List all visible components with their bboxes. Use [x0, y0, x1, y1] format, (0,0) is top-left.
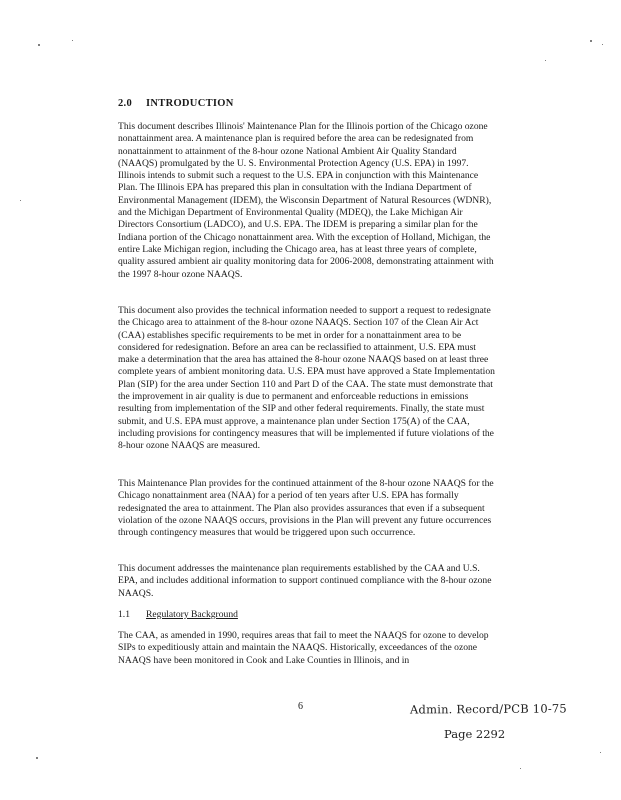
section-heading	[118, 98, 234, 109]
subsection-paragraph: The CAA, as amended in 1990, requires areas that fail to meet the NAAQS for ozone to develop SIPs to expeditiously attain and maintain the NAAQS. Historically, exceedances of the ozone NAAQS have been monitored in Cook and Lake Counties in Illinois, and in	[118, 630, 489, 666]
scan-speck	[36, 757, 38, 759]
scan-speck	[600, 752, 601, 753]
paragraph-3: This Maintenance Plan provides for the continued attainment of the 8-hour ozone NAAQS for the Chicago nonattainment area (NAA) for a period of ten years after U.S. EPA has formally redesignated the area to attainment. The Plan also provides assurances that even if a subsequent violation of the ozone NAAQS occurs, provisions in the Plan will prevent any future occurrences through contingency measures that would be triggered upon such occurrence.	[118, 478, 494, 539]
scan-speck	[20, 200, 21, 201]
scan-speck	[520, 768, 521, 769]
paragraph-4: This document addresses the maintenance plan requirements established by the CAA and U.S. EPA, and includes additional information to support continued compliance with the 8-hour ozone NAAQS.	[118, 563, 492, 599]
scan-speck	[545, 60, 546, 61]
subsection-title: Regulatory Background	[146, 609, 238, 620]
scan-speck	[590, 40, 592, 42]
paragraph-2: This document also provides the technical information needed to support a request to redesignate the Chicago area to attainment of the 8-hour ozone NAAQS. Section 107 of the Clean Air Act (CAA) establishes specific requirements to be met in order for a nonattainment area to be considered for redesignation. Before an area can be reclassified to attainment, U.S. EPA must make a determination that the area has attained the 8-hour ozone NAAQS based on at least three complete years of ambient monitoring data. U.S. EPA must have approved a State Implementation Plan (SIP) for the area under Section 110 and Part D of the CAA. The state must demonstrate that the improvement in air quality is due to permanent and enforceable reductions in emissions resulting from implementation of the SIP and other federal requirements. Finally, the state must submit, and U.S. EPA must approve, a maintenance plan under Section 175(A) of the CAA, including provisions for contingency measures that will be implemented if future violations of the 8-hour ozone NAAQS are measured.	[118, 305, 495, 452]
scan-speck	[38, 44, 40, 46]
paragraph-1: This document describes Illinois' Maintenance Plan for the Illinois portion of the Chicago ozone nonattainment area. A maintenance plan is required before the area can be redesignated from nonattainment to attainment of the 8-hour ozone National Ambient Air Quality Standard (NAAQS) promulgated by the U. S. Environmental Protection Agency (U.S. EPA) in 1997. Illinois intends to submit such a request to the U.S. EPA in conjunction with this Maintenance Plan. The Illinois EPA has prepared this plan in consultation with the Indiana Department of Environmental Management (IDEM), the Wisconsin Department of Natural Resources (WDNR), and the Michigan Department of Environmental Quality (MDEQ), the Lake Michigan Air Directors Consortium (LADCO), and U.S. EPA. The IDEM is preparing a similar plan for the Indiana portion of the Chicago nonattainment area. With the exception of Holland, Michigan, the entire Lake Michigan region, including the Chicago area, has at least three years of complete, quality assured ambient air quality monitoring data for 2006-2008, demonstrating attainment with the 1997 8-hour ozone NAAQS.	[118, 121, 494, 280]
page-number: 6	[298, 701, 303, 712]
section-number: 2.0	[118, 98, 133, 109]
scan-speck	[72, 40, 73, 41]
subsection-heading	[118, 609, 238, 620]
admin-record-page: Page 2292	[444, 727, 506, 741]
section-title: INTRODUCTION	[146, 98, 234, 109]
admin-record-stamp: Admin. Record/PCB 10-75	[409, 701, 567, 717]
subsection-number: 1.1	[118, 609, 130, 620]
scan-speck	[602, 44, 603, 45]
